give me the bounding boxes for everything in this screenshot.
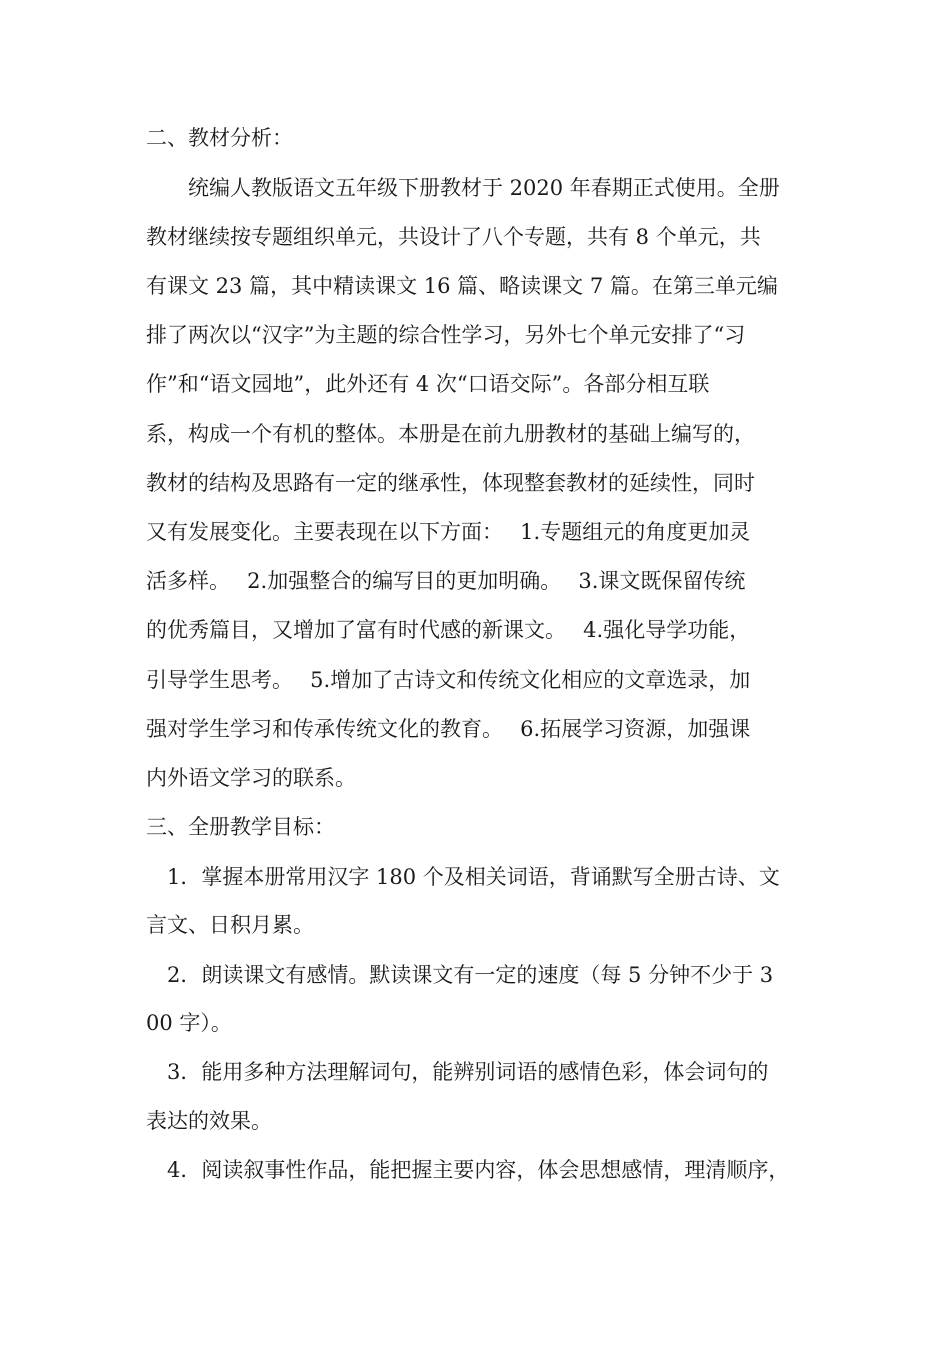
document-page xyxy=(146,118,806,1199)
paragraph-line: 又有发展变化。主要表现在以下方面： 1.专题组元的角度更加灵 xyxy=(146,520,751,544)
section-heading-textbook-analysis: 二、教材分析： xyxy=(146,126,293,150)
paragraph-line: 作”和“语文园地”，此外还有 4 次“口语交际”。各部分相互联 xyxy=(146,372,710,397)
goal-line: 2．朗读课文有感情。默读课文有一定的速度（每 5 分钟不少于 3 xyxy=(146,962,774,987)
goal-line: 表达的效果。 xyxy=(146,1108,272,1133)
goal-item-3 xyxy=(146,1052,806,1150)
paragraph-line: 排了两次以“汉字”为主题的综合性学习，另外七个单元安排了“习 xyxy=(146,323,746,348)
paragraph-line: 的优秀篇目，又增加了富有时代感的新课文。 4.强化导学功能， xyxy=(146,618,751,643)
paragraph-line: 强对学生学习和传承传统文化的教育。 6.拓展学习资源，加强课 xyxy=(146,716,751,741)
goal-line: 4．阅读叙事性作品，能把握主要内容，体会思想感情，理清顺序， xyxy=(146,1158,790,1183)
goal-item-4 xyxy=(146,1150,806,1199)
paragraph-line: 活多样。 2.加强整合的编写目的更加明确。 3.课文既保留传统 xyxy=(146,569,746,594)
section-heading-teaching-goals: 三、全册教学目标： xyxy=(146,815,335,840)
goal-item-1 xyxy=(146,857,806,955)
paragraph-line: 引导学生思考。 5.增加了古诗文和传统文化相应的文章选录，加 xyxy=(146,667,751,692)
paragraph-line: 内外语文学习的联系。 xyxy=(146,765,356,790)
goal-line: 3．能用多种方法理解词句，能辨别词语的感情色彩，体会词句的 xyxy=(146,1060,769,1085)
paragraph-line: 系，构成一个有机的整体。本册是在前九册教材的基础上编写的， xyxy=(146,421,755,446)
goal-line: 言文、日积月累。 xyxy=(146,913,314,938)
paragraph-line: 统编人教版语文五年级下册教材于 2020 年春期正式使用。全册 xyxy=(146,175,780,200)
paragraph-line: 教材继续按专题组织单元，共设计了八个专题，共有 8 个单元，共 xyxy=(146,224,761,249)
paragraph-line: 教材的结构及思路有一定的继承性，体现整套教材的延续性，同时 xyxy=(146,470,755,495)
goal-item-2 xyxy=(146,955,806,1053)
paragraph-textbook-analysis xyxy=(146,168,806,807)
goal-line: 00 字）。 xyxy=(146,1011,232,1036)
goal-line: 1．掌握本册常用汉字 180 个及相关词语，背诵默写全册古诗、文 xyxy=(146,864,780,889)
paragraph-line: 有课文 23 篇，其中精读课文 16 篇、略读课文 7 篇。在第三单元编 xyxy=(146,274,778,299)
